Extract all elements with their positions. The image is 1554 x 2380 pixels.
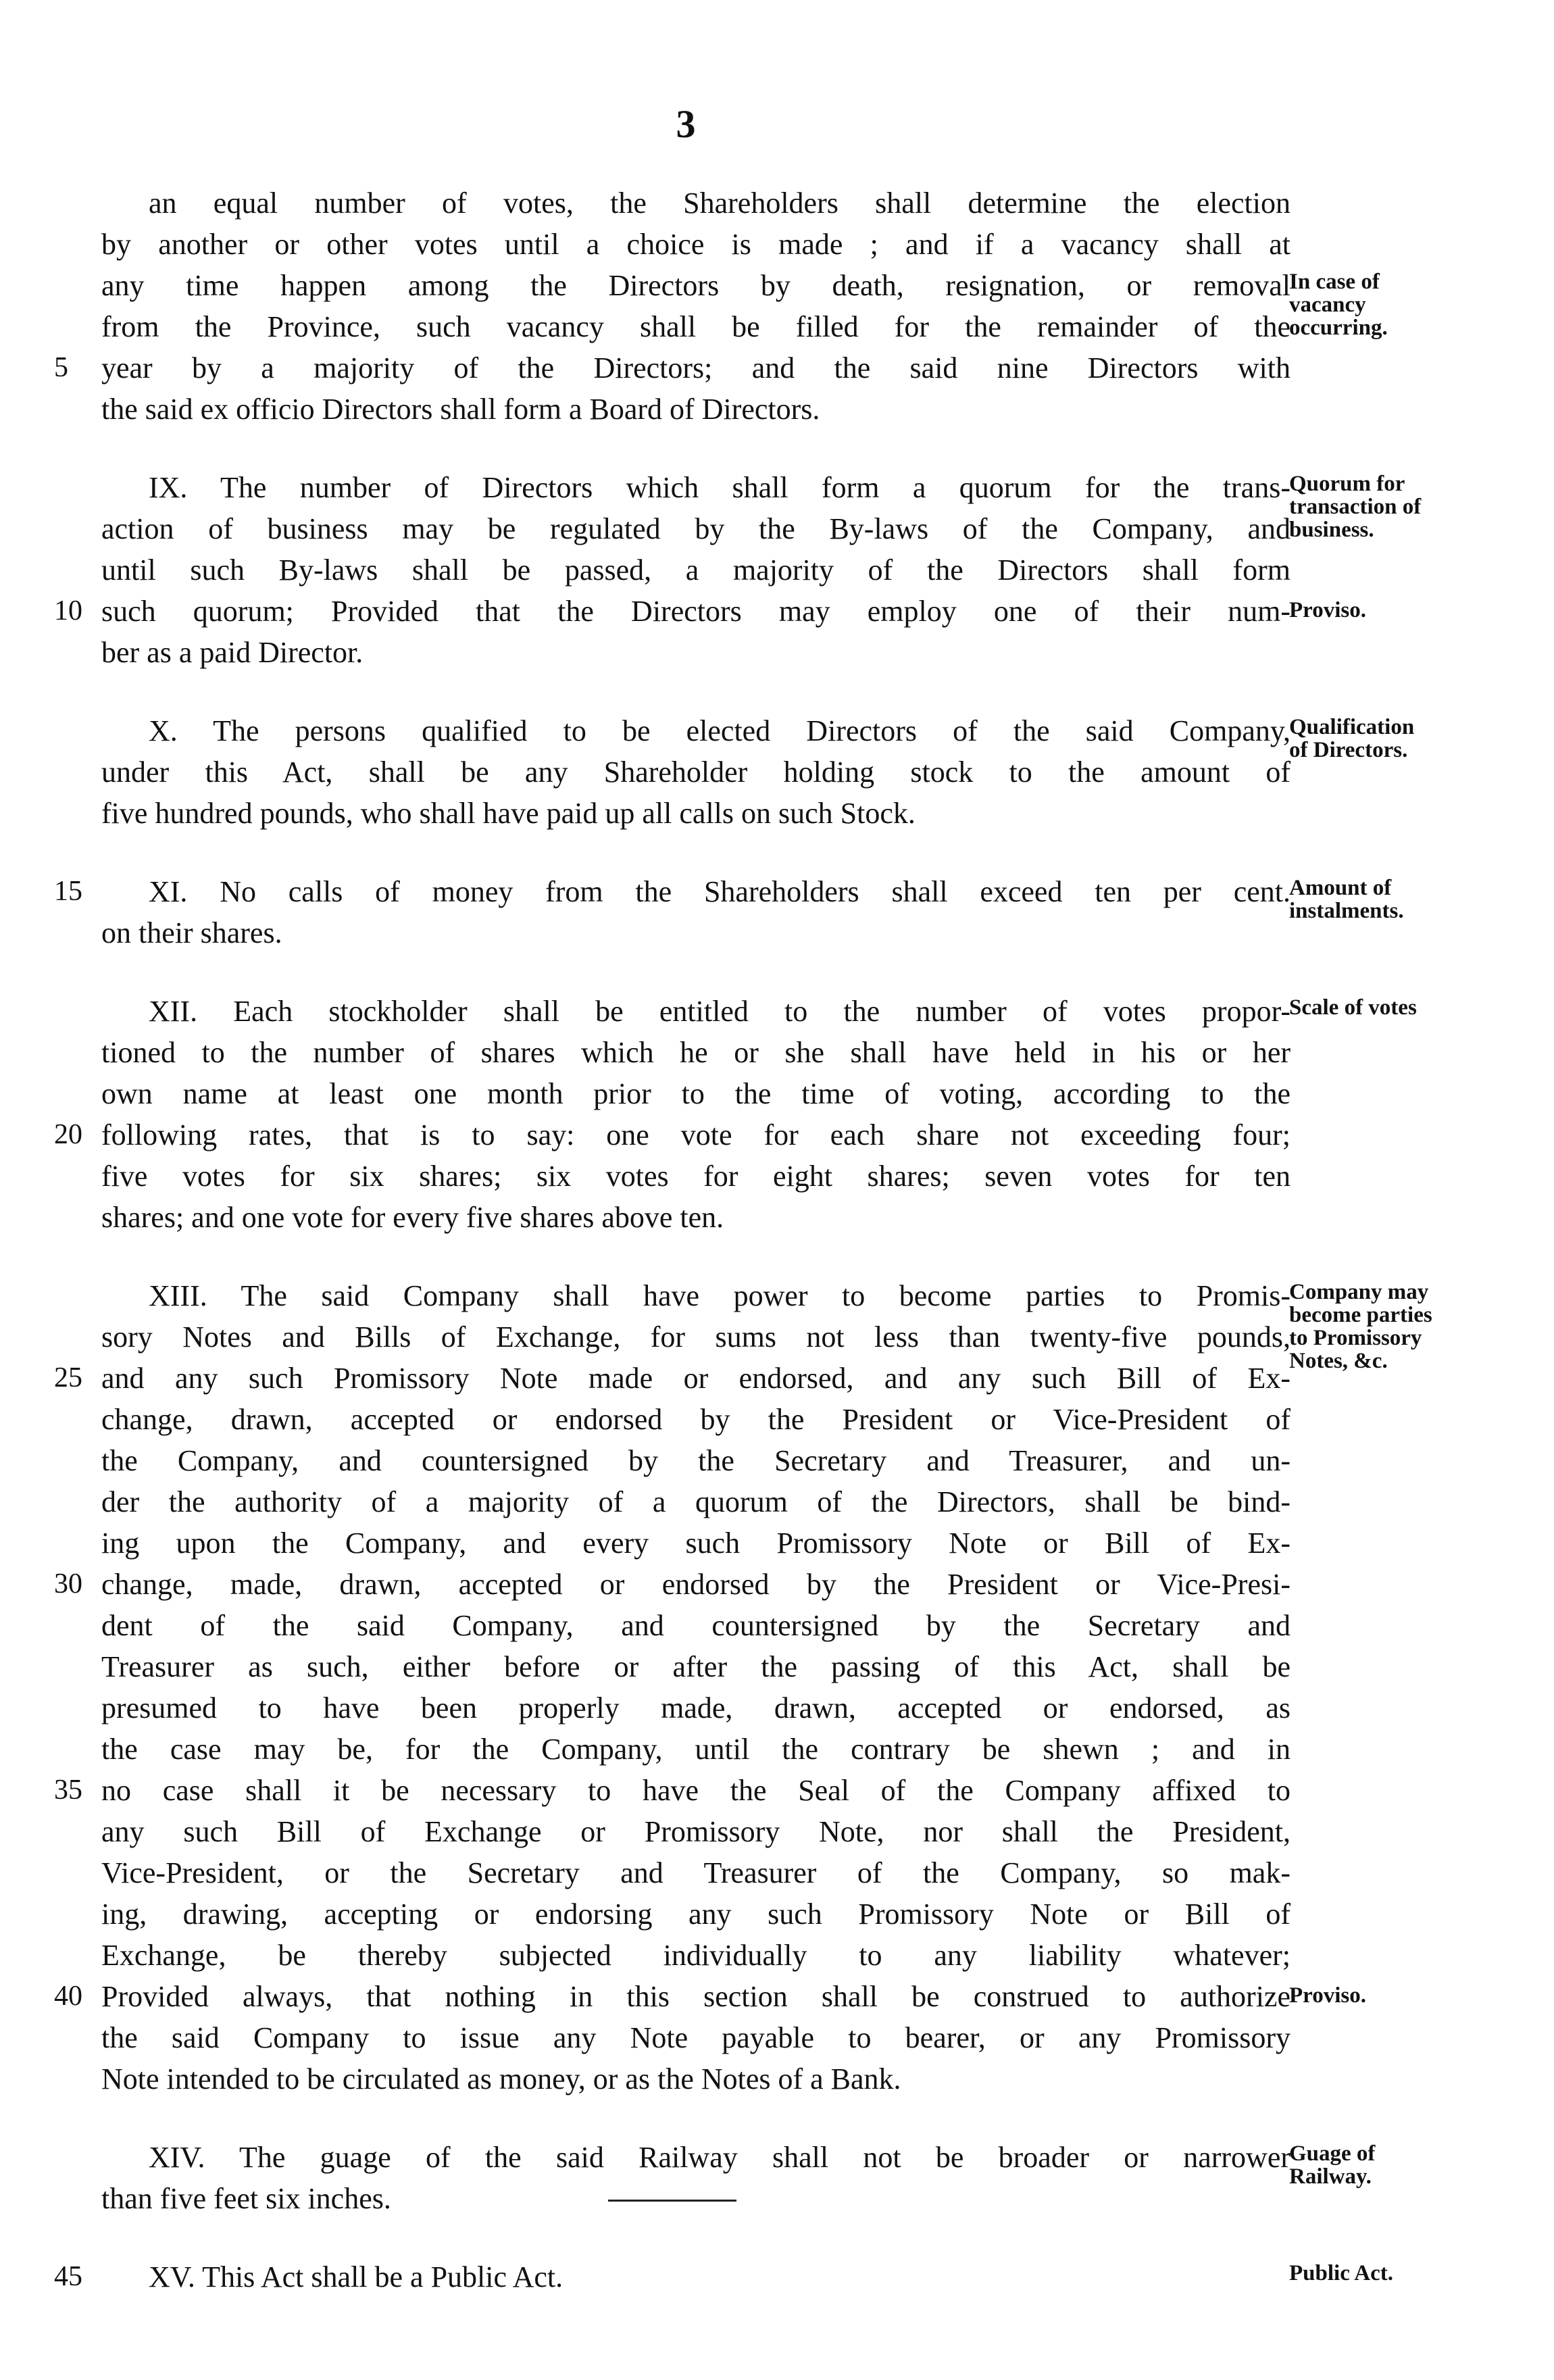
paragraph <box>54 871 1290 953</box>
text-line: the said Company to issue any Note payable to bearer, or any Promissory <box>101 2021 1290 2054</box>
text-line: ber as a paid Director. <box>101 636 364 669</box>
text-line: XI. No calls of money from the Shareholders shall exceed ten per cent. <box>149 875 1290 908</box>
margin-note-line: Amount of <box>1289 876 1392 900</box>
page-number: 3 <box>676 102 696 146</box>
text-line: such quorum; Provided that the Directors may employ one of their num- <box>101 595 1290 628</box>
text-line: under this Act, shall be any Shareholder holding stock to the amount of <box>101 755 1290 789</box>
paragraph <box>101 710 1290 834</box>
margin-note-line: Public Act. <box>1289 2261 1393 2285</box>
margin-note-line: In case of <box>1289 270 1380 294</box>
margin-note-line: become parties <box>1289 1303 1432 1327</box>
margin-note <box>1289 996 1492 1019</box>
margin-note-proviso <box>1289 1984 1492 2007</box>
line-number: 30 <box>54 1568 82 1600</box>
margin-note <box>1289 2262 1492 2285</box>
line-number: 5 <box>54 352 68 383</box>
text-line: XIII. The said Company shall have power to become parties to Promis- <box>149 1279 1290 1312</box>
paragraph <box>54 2256 1290 2298</box>
closing-rule <box>608 2200 736 2202</box>
margin-note-line: to Promissory <box>1289 1326 1422 1350</box>
text-line: the said ex officio Directors shall form a Board of Directors. <box>101 393 820 426</box>
line-number: 20 <box>54 1119 82 1150</box>
margin-note-line: transaction of <box>1289 495 1422 519</box>
text-line: own name at least one month prior to the time of voting, according to the <box>101 1077 1290 1110</box>
margin-note <box>1289 2142 1492 2188</box>
text-line: the Company, and countersigned by the Secretary and Treasurer, and un- <box>101 1444 1290 1477</box>
text-line: X. The persons qualified to be elected Directors of the said Company, <box>149 714 1290 747</box>
margin-note-line: Guage of <box>1289 2141 1376 2166</box>
text-line: der the authority of a majority of a quorum of the Directors, shall be bind- <box>101 1485 1290 1518</box>
paragraph <box>54 991 1290 1238</box>
text-line: any such Bill of Exchange or Promissory Note, nor shall the President, <box>101 1815 1290 1848</box>
line-number: 45 <box>54 2261 82 2292</box>
margin-note-proviso <box>1289 599 1492 622</box>
margin-note-line: instalments. <box>1289 899 1404 923</box>
text-line: IX. The number of Directors which shall form a quorum for the trans- <box>149 471 1290 504</box>
line-number: 25 <box>54 1362 82 1393</box>
text-line: following rates, that is to say: one vote for each share not exceeding four; <box>101 1118 1290 1151</box>
line-number: 15 <box>54 876 82 907</box>
margin-note-line: Scale of votes <box>1289 995 1417 1020</box>
margin-note-line: vacancy <box>1289 293 1366 317</box>
paragraph <box>54 467 1290 673</box>
margin-note-line: Qualification <box>1289 715 1415 739</box>
text-line: XII. Each stockholder shall be entitled to the number of votes propor- <box>149 995 1290 1028</box>
text-line: no case shall it be necessary to have the Seal of the Company affixed to <box>101 1774 1290 1807</box>
document-body <box>54 182 1290 2335</box>
line-number: 40 <box>54 1981 82 2012</box>
margin-note-line: Proviso. <box>1289 598 1366 622</box>
text-line: Exchange, be thereby subjected individually to any liability whatever; <box>101 1939 1290 1972</box>
margin-note-line: Quorum for <box>1289 472 1405 496</box>
paragraph <box>54 1275 1290 2100</box>
text-line: ing, drawing, accepting or endorsing any such Promissory Note or Bill of <box>101 1898 1290 1931</box>
text-line: presumed to have been properly made, drawn, accepted or endorsed, as <box>101 1691 1290 1725</box>
paragraph <box>54 182 1290 430</box>
margin-note-line: Railway. <box>1289 2164 1372 2189</box>
text-line: by another or other votes until a choice is made ; and if a vacancy shall at <box>101 228 1290 261</box>
text-line: ing upon the Company, and every such Promissory Note or Bill of Ex- <box>101 1527 1290 1560</box>
text-line: Provided always, that nothing in this section shall be construed to authorize <box>101 1980 1290 2013</box>
text-line: sory Notes and Bills of Exchange, for sums not less than twenty-five pounds, <box>101 1320 1290 1354</box>
text-line: change, made, drawn, accepted or endorsed by the President or Vice-Presi- <box>101 1568 1290 1601</box>
text-line: action of business may be regulated by the By-laws of the Company, and <box>101 512 1290 545</box>
margin-note <box>1289 270 1492 339</box>
paragraph <box>101 2137 1290 2219</box>
text-line: an equal number of votes, the Shareholders shall determine the election <box>149 187 1290 220</box>
margin-note-line: business. <box>1289 518 1374 542</box>
text-line: Note intended to be circulated as money, or as the Notes of a Bank. <box>101 2062 901 2096</box>
margin-note <box>1289 876 1492 922</box>
margin-note <box>1289 716 1492 762</box>
margin-note-line: Company may <box>1289 1280 1429 1304</box>
line-number: 35 <box>54 1775 82 1806</box>
text-line: than five feet six inches. <box>101 2182 391 2215</box>
margin-note-line: of Directors. <box>1289 738 1408 762</box>
text-line: XIV. The guage of the said Railway shall not be broader or narrower <box>149 2141 1290 2174</box>
text-line: Treasurer as such, either before or after the passing of this Act, shall be <box>101 1650 1290 1683</box>
text-line: until such By-laws shall be passed, a majority of the Directors shall form <box>101 553 1290 587</box>
margin-note-line: Notes, &c. <box>1289 1349 1388 1373</box>
text-line: the case may be, for the Company, until the contrary be shewn ; and in <box>101 1733 1290 1766</box>
text-line: XV. This Act shall be a Public Act. <box>149 2260 563 2294</box>
line-number: 10 <box>54 595 82 626</box>
text-line: five votes for six shares; six votes for eight shares; seven votes for ten <box>101 1160 1290 1193</box>
margin-note-line: Proviso. <box>1289 1983 1366 2008</box>
margin-note <box>1289 1281 1492 1372</box>
text-line: any time happen among the Directors by death, resignation, or removal <box>101 269 1290 302</box>
text-line: year by a majority of the Directors; and the said nine Directors with <box>101 351 1290 385</box>
margin-note <box>1289 472 1492 541</box>
margin-note-line: occurring. <box>1289 316 1388 340</box>
text-line: five hundred pounds, who shall have paid up all calls on such Stock. <box>101 797 916 830</box>
text-line: Vice-President, or the Secretary and Treasurer of the Company, so mak- <box>101 1856 1290 1889</box>
text-line: on their shares. <box>101 916 282 949</box>
text-line: change, drawn, accepted or endorsed by the President or Vice-President of <box>101 1403 1290 1436</box>
text-line: dent of the said Company, and countersigned by the Secretary and <box>101 1609 1290 1642</box>
text-line: and any such Promissory Note made or endorsed, and any such Bill of Ex- <box>101 1362 1290 1395</box>
text-line: tioned to the number of shares which he or she shall have held in his or her <box>101 1036 1290 1069</box>
text-line: from the Province, such vacancy shall be filled for the remainder of the <box>101 310 1290 343</box>
text-line: shares; and one vote for every five shares above ten. <box>101 1201 724 1234</box>
